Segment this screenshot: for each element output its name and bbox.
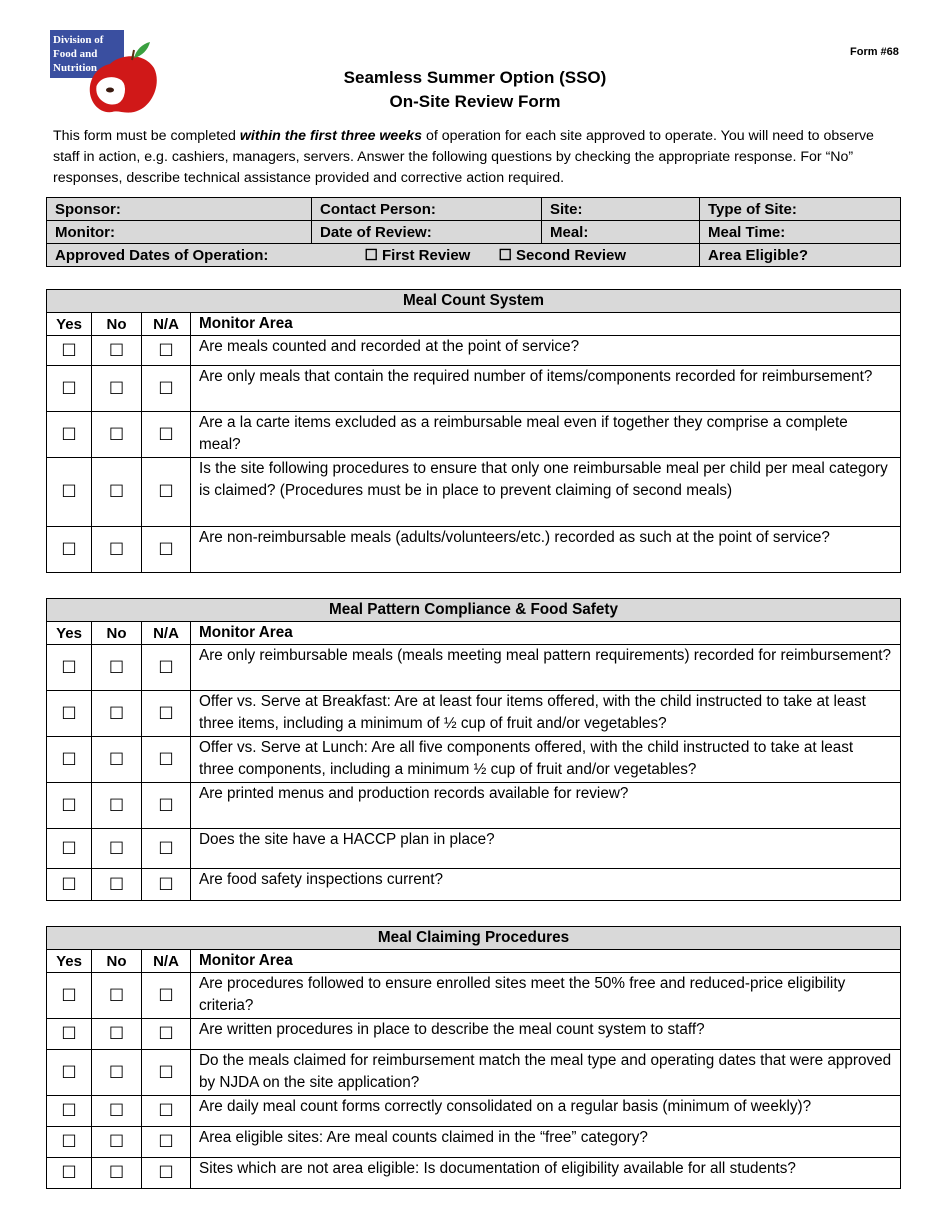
first-review-checkbox[interactable]: ☐ First Review: [364, 247, 471, 264]
no-checkbox[interactable]: ☐: [92, 645, 142, 691]
question-row: [47, 527, 901, 573]
question-text: Are meals counted and recorded at the point of service?: [191, 336, 901, 366]
site-field[interactable]: Site:: [542, 198, 700, 221]
yes-checkbox[interactable]: ☐: [47, 458, 92, 527]
section-table-2: [46, 598, 901, 901]
na-checkbox[interactable]: ☐: [142, 458, 191, 527]
yes-checkbox[interactable]: ☐: [47, 527, 92, 573]
na-checkbox[interactable]: ☐: [142, 973, 191, 1019]
yes-checkbox[interactable]: ☐: [47, 737, 92, 783]
col-yes: Yes: [47, 313, 92, 336]
na-checkbox[interactable]: ☐: [142, 691, 191, 737]
na-checkbox[interactable]: ☐: [142, 645, 191, 691]
no-checkbox[interactable]: ☐: [92, 1019, 142, 1050]
question-text: Area eligible sites: Are meal counts claimed in the “free” category?: [191, 1127, 901, 1158]
col-monitor-area: Monitor Area: [191, 313, 901, 336]
no-checkbox[interactable]: ☐: [92, 1050, 142, 1096]
no-checkbox[interactable]: ☐: [92, 737, 142, 783]
no-checkbox[interactable]: ☐: [92, 1127, 142, 1158]
meal-time-field[interactable]: Meal Time:: [700, 221, 901, 244]
sponsor-field[interactable]: Sponsor:: [47, 198, 312, 221]
intro-part2: of operation for each site approved to operate. You will need to observe staff in action, e.g. cashiers, managers, servers. Answer the following questions by checking the appropriate response. For “No” responses, describe technical assistance provided and corrective action required.: [53, 128, 874, 186]
yes-checkbox[interactable]: ☐: [47, 869, 92, 901]
no-checkbox[interactable]: ☐: [92, 783, 142, 829]
question-text: Offer vs. Serve at Lunch: Are all five components offered, with the child instructed to take at least three components, including a minimum ½ cup of fruit and/or vegetables?: [191, 737, 901, 783]
yes-checkbox[interactable]: ☐: [47, 829, 92, 869]
question-text: Are procedures followed to ensure enrolled sites meet the 50% free and reduced-price eligibility criteria?: [191, 973, 901, 1019]
section-table-1: [46, 289, 901, 573]
question-row: [47, 1096, 901, 1127]
question-row: [47, 458, 901, 527]
col-na: N/A: [142, 313, 191, 336]
na-checkbox[interactable]: ☐: [142, 412, 191, 458]
title-line-2: On-Site Review Form: [389, 92, 561, 111]
logo-text-1: Division of: [53, 34, 104, 46]
no-checkbox[interactable]: ☐: [92, 527, 142, 573]
section-table-3: [46, 926, 901, 1189]
form-number: Form #68: [850, 46, 899, 58]
question-text: Are only reimbursable meals (meals meeting meal pattern requirements) recorded for reimbursement?: [191, 645, 901, 691]
intro-part1: This form must be completed: [53, 128, 240, 144]
na-checkbox[interactable]: ☐: [142, 737, 191, 783]
question-row: [47, 973, 901, 1019]
second-review-checkbox[interactable]: ☐ Second Review: [498, 247, 627, 264]
question-text: Are non-reimbursable meals (adults/volunteers/etc.) recorded as such at the point of service?: [191, 527, 901, 573]
section-title: Meal Count System: [47, 290, 901, 313]
title-line-1: Seamless Summer Option (SSO): [343, 68, 607, 87]
question-text: Are a la carte items excluded as a reimbursable meal even if together they comprise a complete meal?: [191, 412, 901, 458]
col-na: N/A: [142, 950, 191, 973]
no-checkbox[interactable]: ☐: [92, 691, 142, 737]
no-checkbox[interactable]: ☐: [92, 1158, 142, 1189]
question-row: [47, 645, 901, 691]
yes-checkbox[interactable]: ☐: [47, 783, 92, 829]
meal-field[interactable]: Meal:: [542, 221, 700, 244]
question-row: [47, 336, 901, 366]
question-row: [47, 737, 901, 783]
question-text: Are food safety inspections current?: [191, 869, 901, 901]
na-checkbox[interactable]: ☐: [142, 1019, 191, 1050]
yes-checkbox[interactable]: ☐: [47, 1050, 92, 1096]
question-text: Are printed menus and production records available for review?: [191, 783, 901, 829]
page-title: [0, 66, 950, 114]
yes-checkbox[interactable]: ☐: [47, 1127, 92, 1158]
intro-emphasis: within the first three weeks: [239, 128, 422, 144]
yes-checkbox[interactable]: ☐: [47, 1019, 92, 1050]
site-info-table: [46, 197, 901, 267]
question-text: Is the site following procedures to ensure that only one reimbursable meal per child per meal category is claimed? (Procedures must be in place to prevent claiming of second meals): [191, 458, 901, 527]
question-text: Do the meals claimed for reimbursement match the meal type and operating dates that were approved by NJDA on the site application?: [191, 1050, 901, 1096]
question-row: [47, 869, 901, 901]
question-text: Does the site have a HACCP plan in place?: [191, 829, 901, 869]
yes-checkbox[interactable]: ☐: [47, 412, 92, 458]
yes-checkbox[interactable]: ☐: [47, 336, 92, 366]
monitor-field[interactable]: Monitor:: [47, 221, 312, 244]
question-row: [47, 783, 901, 829]
question-text: Sites which are not area eligible: Is documentation of eligibility available for all students?: [191, 1158, 901, 1189]
yes-checkbox[interactable]: ☐: [47, 691, 92, 737]
yes-checkbox[interactable]: ☐: [47, 366, 92, 412]
no-checkbox[interactable]: ☐: [92, 973, 142, 1019]
question-text: Are daily meal count forms correctly consolidated on a regular basis (minimum of weekly)?: [191, 1096, 901, 1127]
col-yes: Yes: [47, 950, 92, 973]
na-checkbox[interactable]: ☐: [142, 336, 191, 366]
no-checkbox[interactable]: ☐: [92, 336, 142, 366]
logo-text-2: Food and: [53, 48, 98, 60]
na-checkbox[interactable]: ☐: [142, 1158, 191, 1189]
no-checkbox[interactable]: ☐: [92, 829, 142, 869]
question-row: [47, 412, 901, 458]
no-checkbox[interactable]: ☐: [92, 366, 142, 412]
logo-text-3: Nutrition: [53, 62, 97, 74]
no-checkbox[interactable]: ☐: [92, 458, 142, 527]
na-checkbox[interactable]: ☐: [142, 1127, 191, 1158]
col-no: No: [92, 950, 142, 973]
question-text: Are written procedures in place to describe the meal count system to staff?: [191, 1019, 901, 1050]
intro-paragraph: [53, 126, 903, 188]
no-checkbox[interactable]: ☐: [92, 412, 142, 458]
section-title: Meal Pattern Compliance & Food Safety: [47, 599, 901, 622]
question-row: [47, 1050, 901, 1096]
na-checkbox[interactable]: ☐: [142, 527, 191, 573]
approved-dates-field: Approved Dates of Operation: ☐ First Review ☐ Second Review: [47, 244, 700, 267]
question-row: [47, 1127, 901, 1158]
no-checkbox[interactable]: ☐: [92, 869, 142, 901]
na-checkbox[interactable]: ☐: [142, 1096, 191, 1127]
question-text: Offer vs. Serve at Breakfast: Are at least four items offered, with the child instructed to take at least three items, including a minimum of ½ cup of fruit and/or vegetables?: [191, 691, 901, 737]
na-checkbox[interactable]: ☐: [142, 1050, 191, 1096]
question-row: [47, 829, 901, 869]
area-eligible-field[interactable]: Area Eligible?: [700, 244, 901, 267]
question-row: [47, 691, 901, 737]
col-no: No: [92, 622, 142, 645]
col-no: No: [92, 313, 142, 336]
yes-checkbox[interactable]: ☐: [47, 1096, 92, 1127]
no-checkbox[interactable]: ☐: [92, 1096, 142, 1127]
question-row: [47, 1158, 901, 1189]
yes-checkbox[interactable]: ☐: [47, 1158, 92, 1189]
question-text: Are only meals that contain the required number of items/components recorded for reimbursement?: [191, 366, 901, 412]
na-checkbox[interactable]: ☐: [142, 783, 191, 829]
contact-field[interactable]: Contact Person:: [312, 198, 542, 221]
question-row: [47, 1019, 901, 1050]
yes-checkbox[interactable]: ☐: [47, 645, 92, 691]
section-title: Meal Claiming Procedures: [47, 927, 901, 950]
na-checkbox[interactable]: ☐: [142, 869, 191, 901]
col-monitor-area: Monitor Area: [191, 622, 901, 645]
na-checkbox[interactable]: ☐: [142, 366, 191, 412]
date-of-review-field[interactable]: Date of Review:: [312, 221, 542, 244]
type-of-site-field[interactable]: Type of Site:: [700, 198, 901, 221]
question-row: [47, 366, 901, 412]
na-checkbox[interactable]: ☐: [142, 829, 191, 869]
yes-checkbox[interactable]: ☐: [47, 973, 92, 1019]
col-yes: Yes: [47, 622, 92, 645]
col-na: N/A: [142, 622, 191, 645]
col-monitor-area: Monitor Area: [191, 950, 901, 973]
